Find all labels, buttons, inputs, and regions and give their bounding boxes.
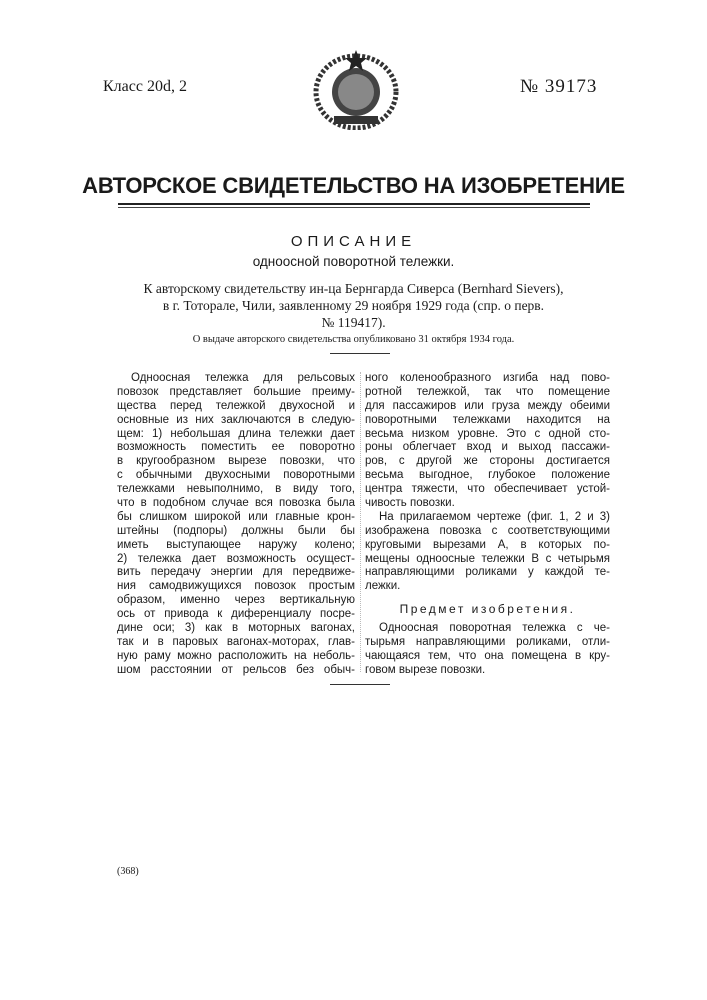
text-line: щем: 1) небольшая длина тележки дает <box>117 428 355 442</box>
text-line: что в подобном случае вся повозка была <box>117 497 355 511</box>
class-label: Класс 20d, 2 <box>103 78 187 96</box>
text-line: 2) тележка дает возможность осущест- <box>117 553 355 567</box>
text-line: штейны (подпоры) должны были бы <box>117 525 355 539</box>
patent-number: № 39173 <box>520 76 597 98</box>
text-line: мещены одноосные тележки B с четырьмя <box>365 553 610 567</box>
text-line: тележками невыполнимо, в виду того, <box>117 483 355 497</box>
divider <box>330 684 390 685</box>
text-line: вить передачу энергии для передвиже- <box>117 566 355 580</box>
footer-code: (368) <box>117 866 139 877</box>
right-column <box>365 372 610 678</box>
description-heading: ОПИСАНИЕ <box>0 233 707 250</box>
text-line: повозок представляет большие преиму- <box>117 386 355 400</box>
text-line: в кругообразном вырезе повозки, что <box>117 455 355 469</box>
text-line: Одноосная тележка для рельсовых <box>117 372 355 386</box>
text-line: говом вырезе повозки. <box>365 664 610 678</box>
divider <box>330 353 390 354</box>
ussr-emblem-icon <box>312 48 400 130</box>
text-line: лежки. <box>365 580 610 594</box>
description-subject: одноосной поворотной тележки. <box>0 254 707 269</box>
text-line: для пассажиров или груза между обеими <box>365 400 610 414</box>
text-line: круговыми вырезами A, в которых по- <box>365 539 610 553</box>
column-divider <box>360 372 361 672</box>
claim-heading: Предмет изобретения. <box>365 602 610 616</box>
text-line: ного коленообразного изгиба над пово- <box>365 372 610 386</box>
text-line: роны облегчает вход и выход пассажи- <box>365 441 610 455</box>
text-line: щества перед тележкой двухосной и <box>117 400 355 414</box>
title-rule <box>118 207 590 208</box>
text-line: На прилагаемом чертеже (фиг. 1, 2 и 3) <box>365 511 610 525</box>
text-line: чивость повозки. <box>365 497 610 511</box>
text-line: бы слишком широкой или главные крон- <box>117 511 355 525</box>
text-line: ния самодвижущихся повозок простым <box>117 580 355 594</box>
text-line: с обычными двухосными поворотными <box>117 469 355 483</box>
text-line: центра тяжести, что обеспечивает устой- <box>365 483 610 497</box>
text-line: тырьмя направляющими роликами, отли- <box>365 636 610 650</box>
left-column <box>117 372 355 678</box>
title-rule <box>118 203 590 205</box>
text-line: возможность поместить ее поворотно <box>117 441 355 455</box>
text-line: чающаяся тем, что она помещена в кру- <box>365 650 610 664</box>
text-line: шом расстоянии от рельсов без обыч- <box>117 664 355 678</box>
text-line: ось от привода к диференциалу посре- <box>117 608 355 622</box>
text-line: поворотными тележками находится на <box>365 414 610 428</box>
text-line: дине оси; 3) как в моторных вагонах, <box>117 622 355 636</box>
text-line: основные из них заключаются в следую- <box>117 414 355 428</box>
text-line: направляющими роликами у каждой те- <box>365 566 610 580</box>
text-line: иметь выступающее наружу колено; <box>117 539 355 553</box>
text-line: ную раму можно расположить на неболь- <box>117 650 355 664</box>
text-line: Одноосная поворотная тележка с че- <box>365 622 610 636</box>
reference-line: в г. Тоторале, Чили, заявленному 29 ноября 1929 года (спр. о перв. <box>0 298 707 314</box>
text-line: изображена повозка с соответствующими <box>365 525 610 539</box>
text-line: образом, именно через вертикальную <box>117 594 355 608</box>
reference-line: К авторскому свидетельству ин-ца Бернгарда Сиверса (Bernhard Sievers), <box>0 281 707 297</box>
text-line: так и в паровых вагонах-моторах, глав- <box>117 636 355 650</box>
text-line: ров, с другой же стороны достигается <box>365 455 610 469</box>
reference-line: № 119417). <box>0 315 707 331</box>
text-line: весьма выгодное, глубокое положение <box>365 469 610 483</box>
text-line: весьма низком уровне. Это с одной сто- <box>365 428 610 442</box>
patent-page <box>0 0 707 1000</box>
document-title: АВТОРСКОЕ СВИДЕТЕЛЬСТВО НА ИЗОБРЕТЕНИЕ <box>70 172 637 200</box>
publication-note: О выдаче авторского свидетельства опубликовано 31 октября 1934 года. <box>0 334 707 345</box>
text-line: ротной тележкой, так что помещение <box>365 386 610 400</box>
